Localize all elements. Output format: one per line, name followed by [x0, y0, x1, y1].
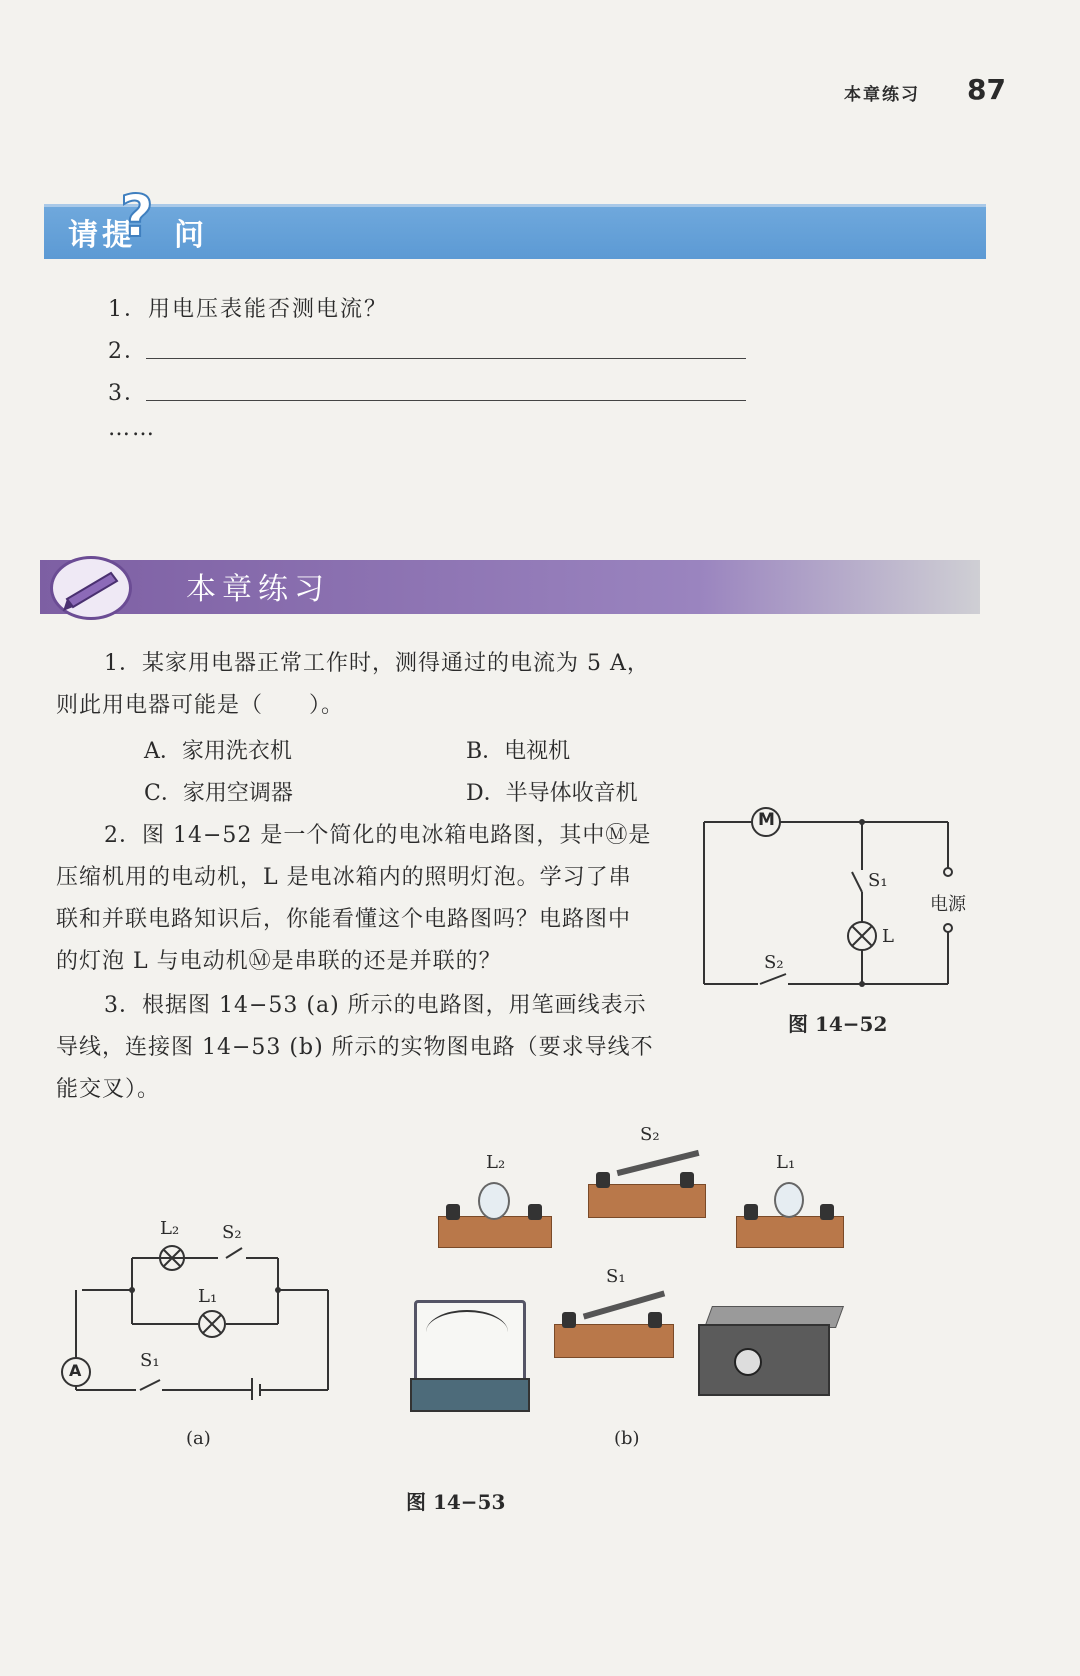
ammeter-photo	[410, 1296, 528, 1414]
fig53b-l2-label: L₂	[486, 1152, 506, 1173]
ask-line-3: 3．	[108, 381, 148, 406]
section-title: 本章练习	[844, 85, 920, 105]
fig53-caption: 图 14−53	[406, 1490, 506, 1514]
q1-line-1: 1．某家用电器正常工作时，测得通过的电流为 5 A，	[104, 651, 650, 676]
q2-line-1: 2．图 14−52 是一个简化的电冰箱电路图，其中Ⓜ是	[104, 823, 652, 848]
fig52-s1-label: S₁	[868, 870, 888, 891]
q1-option-a: A．家用洗衣机	[144, 739, 292, 764]
ask-line-2: 2．	[108, 339, 148, 364]
q3-line-1: 3．根据图 14−53 (a) 所示的电路图，用笔画线表示	[104, 993, 647, 1018]
exercise-banner	[40, 560, 980, 614]
q1-option-b: B．电视机	[466, 739, 571, 764]
ask-banner-title-left: 请提	[68, 218, 136, 253]
page-number: 87	[967, 73, 1006, 106]
switch-s1-photo	[548, 1290, 678, 1366]
fig53a-s1-label: S₁	[140, 1350, 160, 1371]
ask-ellipsis: ……	[108, 416, 156, 441]
fig52-caption: 图 14−52	[788, 1012, 888, 1036]
q1-option-c: C．家用空调器	[144, 781, 293, 806]
q2-line-4: 的灯泡 L 与电动机Ⓜ是串联的还是并联的？	[56, 949, 502, 974]
fig52-motor-label: M	[758, 810, 775, 830]
ammeter-a-label: A	[69, 1361, 82, 1380]
fig-14-52-circuit	[690, 800, 970, 1000]
blank-line-2	[146, 358, 746, 359]
fig52-source-label: 电源	[930, 894, 966, 915]
fig52-lamp-label: L	[882, 926, 894, 947]
fig53a-l1-label: L₁	[198, 1286, 218, 1307]
ask-line-1: 1．用电压表能否测电流？	[108, 297, 388, 322]
blank-line-3	[146, 400, 746, 401]
fig53a-l2-label: L₂	[160, 1218, 180, 1239]
fig53b-label: (b)	[614, 1428, 640, 1449]
fig53b-s2-label: S₂	[640, 1124, 660, 1145]
pen-notebook-icon	[50, 556, 132, 620]
fig53a-s2-label: S₂	[222, 1222, 242, 1243]
fig53b-s1-label: S₁	[606, 1266, 626, 1287]
q3-line-2: 导线，连接图 14−53 (b) 所示的实物图电路（要求导线不	[56, 1035, 654, 1060]
fig53b-l1-label: L₁	[776, 1152, 796, 1173]
question-mark-icon: ?	[120, 182, 154, 250]
q1-line-2: 则此用电器可能是（ ）。	[56, 693, 345, 718]
fig52-s2-label: S₂	[764, 952, 784, 973]
exercise-title: 本章练习	[186, 572, 330, 607]
power-supply-photo	[694, 1306, 842, 1398]
bulb-l2-photo	[432, 1180, 556, 1256]
bulb-l1-photo	[730, 1180, 848, 1256]
q3-line-3: 能交叉）。	[56, 1077, 161, 1102]
q1-option-d: D．半导体收音机	[466, 781, 638, 806]
switch-s2-photo	[582, 1150, 710, 1226]
q2-line-3: 联和并联电路知识后，你能看懂这个电路图吗？电路图中	[56, 907, 632, 932]
ask-banner-title-right: 问	[174, 218, 204, 253]
q2-line-2: 压缩机用的电动机，L 是电冰箱内的照明灯泡。学习了串	[56, 865, 632, 890]
fig53a-label: (a)	[186, 1428, 211, 1449]
